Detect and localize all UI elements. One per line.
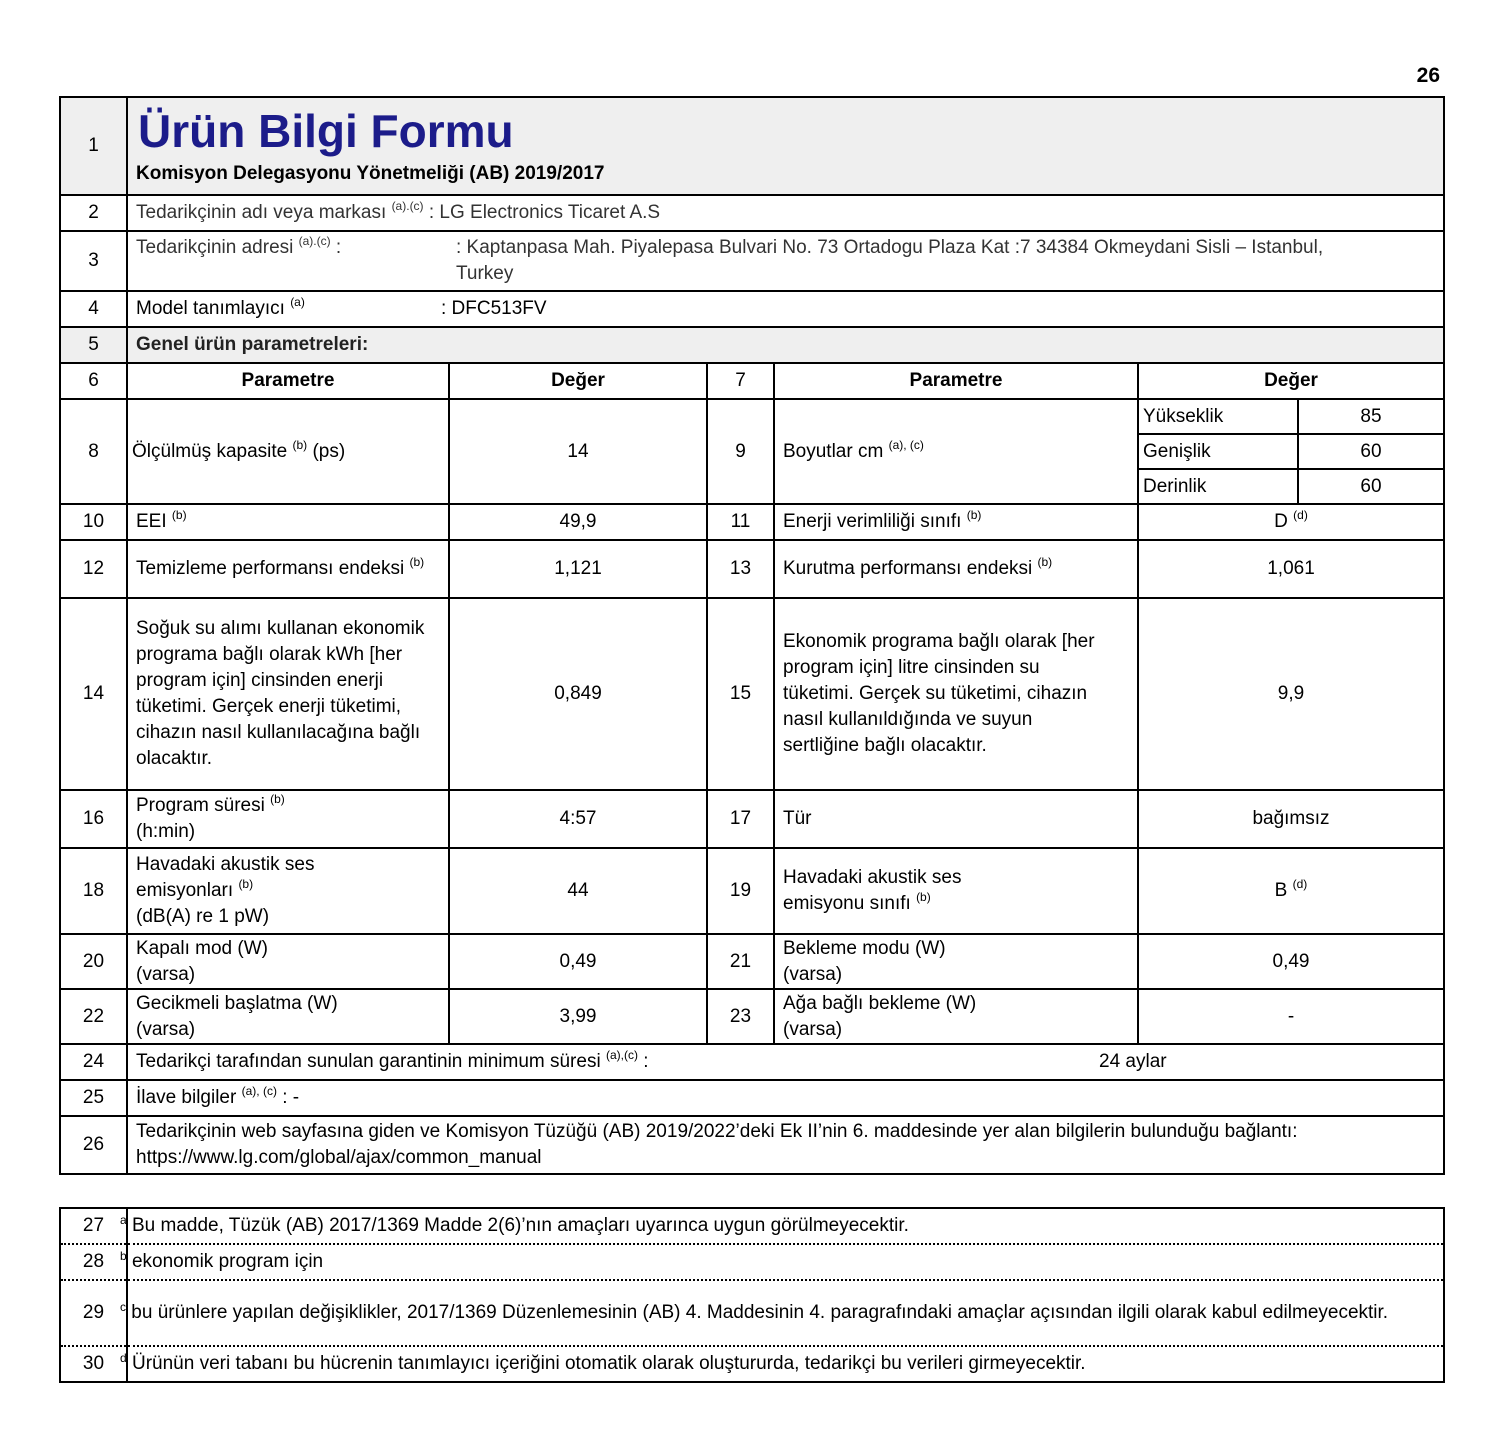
row-number: 3: [60, 231, 127, 291]
supplier-address-label: Tedarikçinin adresi: [136, 237, 294, 258]
row-number: 22: [60, 989, 127, 1044]
col-header-value-2: Değer: [1138, 363, 1444, 399]
general-params-heading: Genel ürün parametreleri:: [127, 327, 1444, 363]
row-number: 14: [60, 598, 127, 790]
energy-class-sup: (b): [966, 508, 982, 522]
footnotes-table: [59, 1207, 1445, 1383]
form-header: [127, 97, 1444, 195]
footnote-mark: d: [120, 1351, 127, 1365]
dimensions-sup: (a), (c): [888, 437, 924, 452]
cleaning-index-sup: (b): [409, 555, 425, 569]
energy-consumption-value: 0,849: [449, 598, 707, 790]
dimensions-label: Boyutlar cm: [783, 440, 884, 462]
noise-emission-label: Havadaki akustik ses emisyonları: [136, 854, 315, 901]
footnote-mark: c: [120, 1300, 126, 1314]
water-consumption-label: Ekonomik programa bağlı olarak [her program için] litre cinsinden su tüketimi. Gerçek su tüketimi, cihazın nasıl kullanıldığında ve suyun sertliğine bağlı olacaktır.: [774, 598, 1138, 790]
energy-class-value-cell: [1138, 504, 1444, 540]
form-subtitle: Komisyon Delegasyonu Yönetmeliği (AB) 2019/2017: [136, 163, 605, 184]
col-header-parameter-2: Parametre: [774, 363, 1138, 399]
row-number: 24: [60, 1044, 127, 1080]
row-number: 5: [60, 327, 127, 363]
guarantee-sup: (a),(c): [605, 1048, 638, 1062]
networked-standby-value: -: [1138, 989, 1444, 1044]
networked-standby-label: Ağa bağlı bekleme (W): [783, 992, 977, 1014]
supplier-name-value: : LG Electronics Ticaret A.S: [428, 202, 661, 223]
guarantee-cell: [127, 1044, 1444, 1080]
noise-class-value: B: [1274, 880, 1288, 901]
off-mode-label: Kapalı mod (W): [136, 937, 268, 959]
row-number: 9: [707, 399, 774, 504]
row-number: 15: [707, 598, 774, 790]
eei-sup: (b): [171, 508, 187, 522]
guarantee-unit: aylar: [1125, 1051, 1167, 1072]
model-label: Model tanımlayıcı: [136, 298, 285, 319]
footnote-d: [120, 1346, 1444, 1382]
capacity-label-cell: [127, 399, 449, 504]
row-number: 10: [60, 504, 127, 540]
dim-depth-label: Derinlik: [1138, 469, 1298, 504]
row-number: 16: [60, 790, 127, 848]
model-value: : DFC513FV: [441, 298, 547, 319]
footnote-text: bu ürünlere yapılan değişiklikler, 2017/1369 Düzenlemesinin (AB) 4. Maddesinin 4. paragrafındaki amaçlar açısından ilgili olarak kabul edilmeyecektir.: [131, 1302, 1389, 1323]
capacity-label: Ölçülmüş kapasite: [132, 440, 288, 462]
eei-label-cell: [127, 504, 449, 540]
footnote-c: [120, 1280, 1444, 1346]
row-number: 7: [707, 363, 774, 399]
page-number: 26: [1416, 64, 1440, 87]
col-header-value: Değer: [449, 363, 707, 399]
noise-class-value-cell: [1138, 848, 1444, 934]
supplier-address-colon: :: [335, 237, 342, 258]
networked-standby-unit: (varsa): [783, 1018, 843, 1040]
footnote-b: [120, 1244, 1444, 1280]
delay-start-unit: (varsa): [136, 1018, 196, 1040]
footnote-text: Ürünün veri tabanı bu hücrenin tanımlayıcı içeriğini otomatik olarak oluştururda, tedarikçi bu verileri girmeyecektir.: [131, 1353, 1086, 1374]
row-number: 25: [60, 1080, 127, 1116]
footnote-mark: a: [120, 1213, 127, 1227]
row-number: 12: [60, 540, 127, 598]
energy-class-label: Enerji verimliliği sınıfı: [783, 511, 962, 532]
row-number: 4: [60, 291, 127, 327]
guarantee-colon: :: [643, 1051, 649, 1072]
extra-info-sup: (a), (c): [241, 1084, 277, 1098]
drying-index-sup: (b): [1037, 555, 1053, 569]
program-duration-sup: (b): [270, 792, 285, 806]
extra-info-value: : -: [282, 1087, 300, 1108]
row-number: 26: [60, 1116, 127, 1174]
capacity-unit: (ps): [312, 440, 346, 462]
web-link-text: Tedarikçinin web sayfasına giden ve Komisyon Tüzüğü (AB) 2019/2022’deki Ek II’nin 6. maddesinde yer alan bilgilerin bulunduğu bağlantı: https://www.lg.com/global/ajax/common_manual: [127, 1116, 1444, 1174]
col-header-parameter: Parametre: [127, 363, 449, 399]
row-number: 17: [707, 790, 774, 848]
footnote-a: [120, 1208, 1444, 1244]
guarantee-value: 24: [1099, 1051, 1121, 1072]
noise-emission-unit: (dB(A) re 1 pW): [136, 906, 270, 927]
footnote-text: ekonomik program için: [131, 1251, 324, 1272]
capacity-value: 14: [449, 399, 707, 504]
noise-class-value-sup: (d): [1292, 877, 1308, 891]
guarantee-label: Tedarikçi tarafından sunulan garantinin minimum süresi: [136, 1051, 601, 1072]
capacity-sup: (b): [292, 437, 308, 452]
row-number: 19: [707, 848, 774, 934]
model-sup: (a): [290, 295, 305, 309]
row-number: 23: [707, 989, 774, 1044]
row-number: 21: [707, 934, 774, 989]
extra-info-cell: [127, 1080, 1444, 1116]
type-value: bağımsız: [1138, 790, 1444, 848]
supplier-address-value: : Kaptanpasa Mah. Piyalepasa Bulvari No. 73 Ortadogu Plaza Kat :7 34384 Okmeydani Sisli – Istanbul, Turkey: [456, 237, 1324, 284]
energy-class-value-sup: (d): [1293, 508, 1308, 522]
footnote-text: Bu madde, Tüzük (AB) 2017/1369 Madde 2(6)’nın amaçları uyarınca uygun görülmeyecektir.: [131, 1215, 909, 1236]
row-number: 1: [60, 97, 127, 195]
supplier-name-label: Tedarikçinin adı veya markası: [136, 202, 387, 223]
cleaning-index-label: Temizleme performansı endeksi: [136, 558, 405, 579]
program-duration-value: 4:57: [449, 790, 707, 848]
noise-emission-label-cell: [127, 848, 449, 934]
row-number: 2: [60, 195, 127, 231]
dim-height-label: Yükseklik: [1138, 399, 1298, 434]
extra-info-label: İlave bilgiler: [136, 1087, 237, 1108]
dim-height-value: 85: [1298, 399, 1444, 434]
product-info-table: [59, 96, 1445, 1175]
program-duration-label-cell: [127, 790, 449, 848]
water-consumption-value: 9,9: [1138, 598, 1444, 790]
footnote-mark: b: [120, 1249, 127, 1263]
noise-class-sup: (b): [916, 890, 931, 904]
form-title: Ürün Bilgi Formu: [138, 105, 514, 157]
noise-class-label: Havadaki akustik ses emisyonu sınıfı: [783, 867, 962, 914]
footnote-number: 27: [60, 1208, 127, 1244]
dim-width-label: Genişlik: [1138, 434, 1298, 469]
standby-mode-value: 0,49: [1138, 934, 1444, 989]
row-number: 11: [707, 504, 774, 540]
delay-start-label: Gecikmeli başlatma (W): [136, 992, 338, 1014]
energy-consumption-label: Soğuk su alımı kullanan ekonomik programa bağlı olarak kWh [her program için] cinsinden enerji tüketimi. Gerçek enerji tüketimi, cihazın nasıl kullanılacağına bağlı olacaktır.: [127, 598, 449, 790]
energy-class-value: D: [1274, 511, 1288, 532]
energy-class-label-cell: [774, 504, 1138, 540]
model-cell: [127, 291, 1444, 327]
drying-index-value: 1,061: [1138, 540, 1444, 598]
cleaning-index-label-cell: [127, 540, 449, 598]
standby-mode-label: Bekleme modu (W): [783, 937, 946, 959]
cleaning-index-value: 1,121: [449, 540, 707, 598]
program-duration-label: Program süresi: [136, 795, 265, 816]
row-number: 20: [60, 934, 127, 989]
noise-emission-sup: (b): [238, 877, 254, 891]
dim-width-value: 60: [1298, 434, 1444, 469]
off-mode-label-cell: [127, 934, 449, 989]
drying-index-label: Kurutma performansı endeksi: [783, 558, 1033, 579]
supplier-name-sup: (a).(c): [391, 199, 424, 213]
eei-label: EEI: [136, 511, 167, 532]
delay-start-value: 3,99: [449, 989, 707, 1044]
noise-class-label-cell: [774, 848, 1138, 934]
footnote-number: 28: [60, 1244, 127, 1280]
program-duration-unit: (h:min): [136, 821, 196, 842]
row-number: 18: [60, 848, 127, 934]
off-mode-value: 0,49: [449, 934, 707, 989]
off-mode-unit: (varsa): [136, 963, 196, 985]
delay-start-label-cell: [127, 989, 449, 1044]
row-number: 13: [707, 540, 774, 598]
footnote-number: 30: [60, 1346, 127, 1382]
supplier-address-cell: [127, 231, 1444, 291]
row-number: 6: [60, 363, 127, 399]
row-number: 8: [60, 399, 127, 504]
type-label: Tür: [774, 790, 1138, 848]
supplier-name-cell: [127, 195, 1444, 231]
networked-standby-label-cell: [774, 989, 1138, 1044]
dim-depth-value: 60: [1298, 469, 1444, 504]
noise-emission-value: 44: [449, 848, 707, 934]
dimensions-label-cell: [774, 399, 1138, 504]
supplier-address-sup: (a).(c): [298, 234, 331, 248]
standby-mode-unit: (varsa): [783, 963, 843, 985]
eei-value: 49,9: [449, 504, 707, 540]
standby-mode-label-cell: [774, 934, 1138, 989]
footnote-number: 29: [60, 1280, 127, 1346]
drying-index-label-cell: [774, 540, 1138, 598]
